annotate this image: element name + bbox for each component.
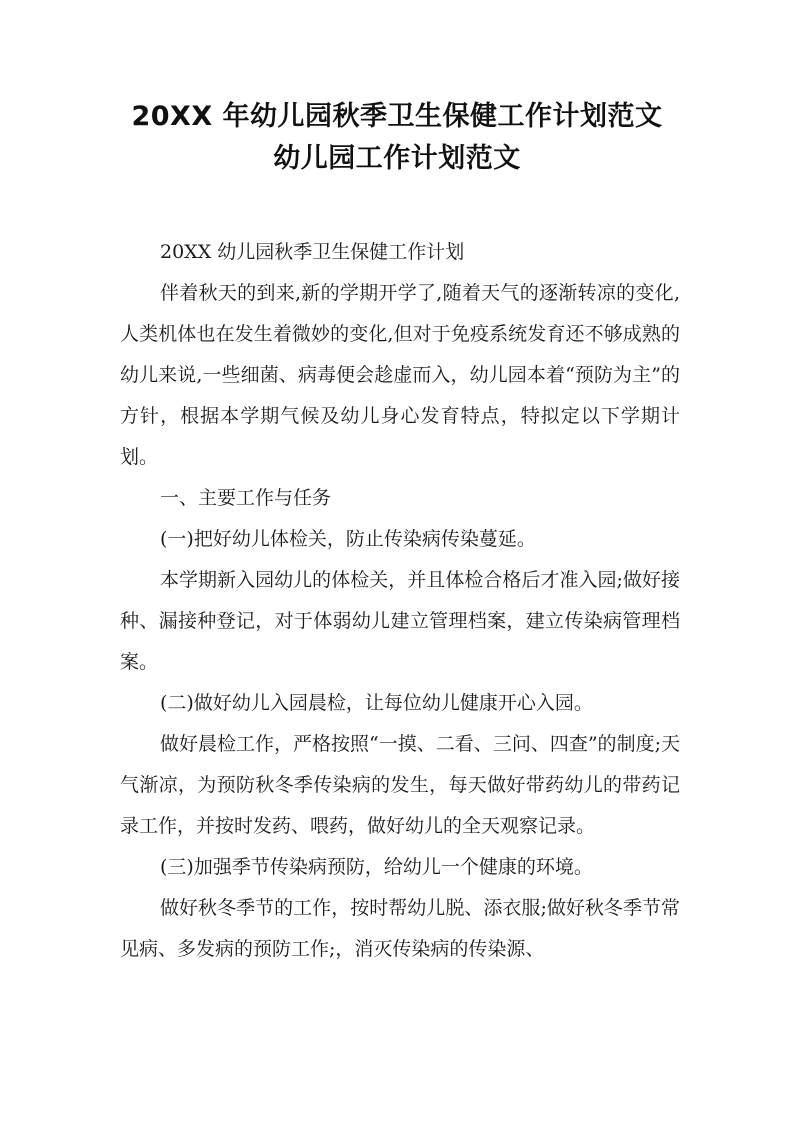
subheading-2: (二)做好幼儿入园晨检，让每位幼儿健康开心入园。	[160, 692, 593, 714]
paragraph-3: 做好秋冬季节的工作，按时帮幼儿脱、添衣服;做好秋冬季节常见病、多发病的预防工作;，消灭传染病的传染源、	[120, 897, 680, 960]
subheading-3: (三)加强季节传染病预防，给幼儿一个健康的环境。	[160, 856, 593, 878]
document-body	[120, 232, 680, 970]
section-heading-main-tasks: 一、主要工作与任务	[160, 487, 332, 509]
paragraph-intro: 伴着秋天的到来,新的学期开学了,随着天气的逐渐转凉的变化,人类机体也在发生着微妙的变化,但对于免疫系统发育还不够成熟的幼儿来说,一些细菌、病毒便会趁虚而入，幼儿园本着“预防为主”的方针，根据本学期气候及幼儿身心发育特点，特拟定以下学期计划。	[120, 282, 680, 468]
paragraph-1: 本学期新入园幼儿的体检关，并且体检合格后才准入园;做好接种、漏接种登记，对于体弱幼儿建立管理档案，建立传染病管理档案。	[120, 569, 680, 673]
section-subtitle: 20XX 幼儿园秋季卫生保健工作计划	[160, 241, 465, 263]
document-title	[0, 96, 794, 180]
title-line-2: 幼儿园工作计划范文	[273, 143, 521, 174]
subheading-1: (一)把好幼儿体检关，防止传染病传染蔓延。	[160, 528, 536, 550]
title-line-1: 20XX 年幼儿园秋季卫生保健工作计划范文	[131, 101, 663, 132]
paragraph-2: 做好晨检工作，严格按照“一摸、二看、三问、四查”的制度;天气渐凉，为预防秋冬季传染病的发生，每天做好带药幼儿的带药记录工作，并按时发药、喂药，做好幼儿的全天观察记录。	[120, 733, 680, 837]
